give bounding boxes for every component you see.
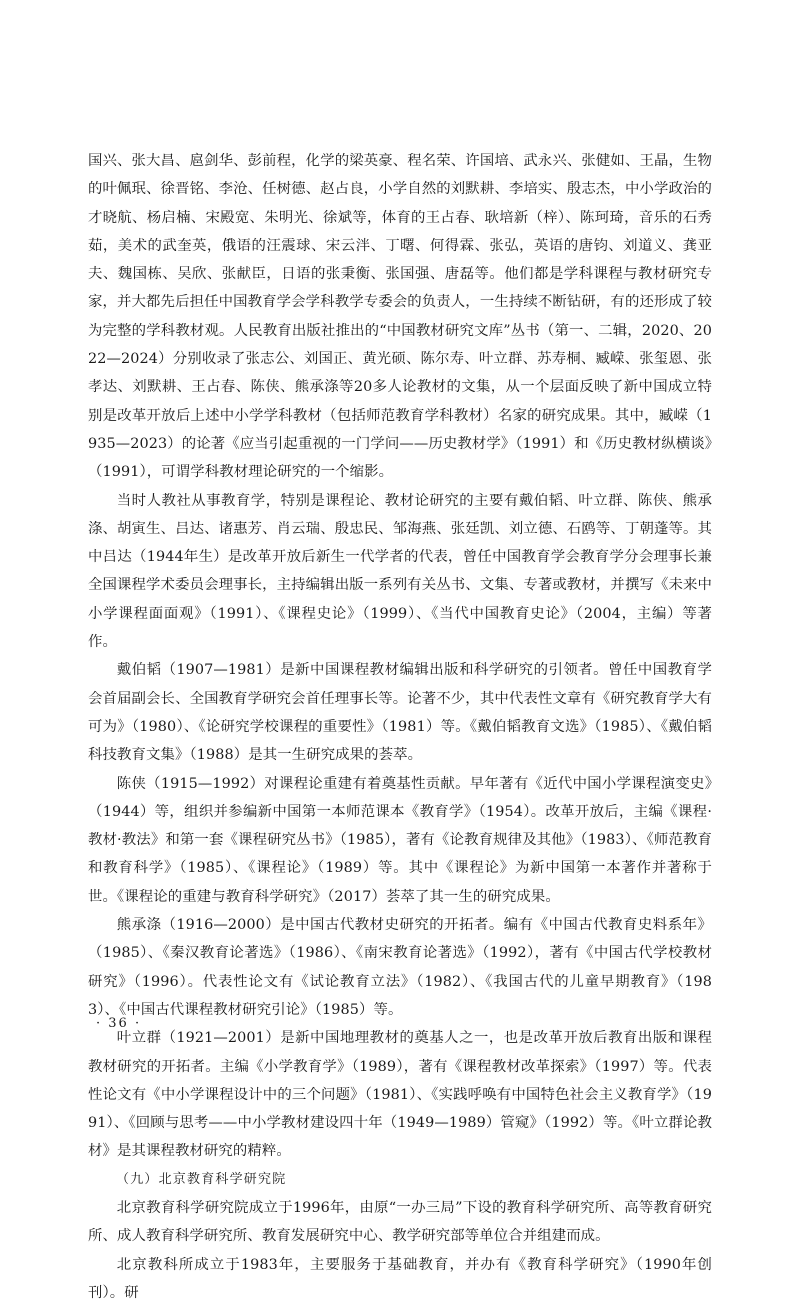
page-number: · 36 · (96, 1016, 142, 1031)
paragraph-6: 叶立群（1921—2001）是新中国地理教材的奠基人之一，也是改革开放后教育出版和课程教材研究的开拓者。主编《小学教育学》（1989），著有《课程教材改革探索》（1997）等。代表性论文有《中小学课程设计中的三个问题》（1981）、《实践呼唤有中国特色社会主义教育学》（1991）、《回顾与思考——中小学教材建设四十年（1949—1989）管窥》（1992）等。《叶立群论教材》是其课程教材研究的精粹。 (88, 1030, 712, 1160)
paragraph-1: 国兴、张大昌、扈剑华、彭前程，化学的梁英豪、程名荣、许国培、武永兴、张健如、王晶，生物的叶佩珉、徐晋铭、李沧、任树德、赵占良，小学自然的刘默耕、李培实、殷志杰，中小学政治的才晓航、杨启楠、宋殿宽、朱明光、徐斌等，体育的王占春、耿培新（梓）、陈珂琦，音乐的石秀茹，美术的武奎英，俄语的汪震球、宋云泮、丁曙、何得霖、张弘，英语的唐钧、刘道义、龚亚夫、魏国栋、吴欣、张献臣，日语的张秉衡、张国强、唐磊等。他们都是学科课程与教材研究专家，并大都先后担任中国教育学会学科教学专委会的负责人，一生持续不断钻研，有的还形成了较为完整的学科教材观。人民教育出版社推出的“中国教材研究文库”丛书（第一、二辑，2020、2022—2024）分别收录了张志公、刘国正、黄光硕、陈尔寿、叶立群、苏寿桐、臧嵘、张玺恩、张孝达、刘默耕、王占春、陈侠、熊承涤等20多人论教材的文集，从一个层面反映了新中国成立特别是改革开放后上述中小学学科教材（包括师范教育学科教材）名家的研究成果。其中，臧嵘（1935—2023）的论著《应当引起重视的一门学问——历史教材学》（1991）和《历史教材纵横谈》（1991），可谓学科教材理论研究的一个缩影。 (88, 153, 712, 481)
paragraph-3: 戴伯韬（1907—1981）是新中国课程教材编辑出版和科学研究的引领者。曾任中国教育学会首届副会长、全国教育学研究会首任理事长等。论著不少，其中代表性文章有《研究教育学大有可为》（1980）、《论研究学校课程的重要性》（1981）等。《戴伯韬教育文选》（1985）、《戴伯韬科技教育文集》（1988）是其一生研究成果的荟萃。 (88, 662, 712, 764)
paragraph-5: 熊承涤（1916—2000）是中国古代教材史研究的开拓者。编有《中国古代教育史料系年》（1985）、《秦汉教育论著选》（1986）、《南宋教育论著选》（1992），著有《中国古代学校教材研究》（1996）。代表性论文有《试论教育立法》（1982）、《我国古代的儿童早期教育》（1983）、《中国古代课程教材研究引论》（1985）等。 (88, 917, 712, 1018)
page-body (88, 147, 712, 1307)
paragraph-2: 当时人教社从事教育学，特别是课程论、教材论研究的主要有戴伯韬、叶立群、陈侠、熊承涤、胡寅生、吕达、诸惠芳、肖云瑞、殷忠民、邹海燕、张廷凯、刘立德、石鸥等、丁朝蓬等。其中吕达（1944年生）是改革开放后新生一代学者的代表，曾任中国教育学会教育学分会理事长兼全国课程学术委员会理事长，主持编辑出版一系列有关丛书、文集、专著或教材，并撰写《未来中小学课程面面观》（1991）、《课程史论》（1999）、《当代中国教育史论》（2004，主编）等著作。 (88, 492, 712, 651)
paragraph-4: 陈侠（1915—1992）对课程论重建有着奠基性贡献。早年著有《近代中国小学课程演变史》（1944）等，组织并参编新中国第一本师范课本《教育学》（1954）。改革开放后，主编《课程·教材·教法》和第一套《课程研究丛书》（1985），著有《论教育规律及其他》（1983）、《师范教育和教育科学》（1985）、《课程论》（1989）等。其中《课程论》为新中国第一本著作并著称于世。《课程论的重建与教育科学研究》（2017）荟萃了其一生的研究成果。 (88, 775, 712, 905)
paragraph-7: 北京教育科学研究院成立于1996年，由原“一办三局”下设的教育科学研究所、高等教育研究所、成人教育科学研究所、教育发展研究中心、教学研究部等单位合并组建而成。 (88, 1199, 712, 1245)
paragraph-8: 北京教科所成立于1983年，主要服务于基础教育，并办有《教育科学研究》（1990年创刊）。研 (88, 1256, 712, 1301)
section-heading: （九）北京教育科学研究院 (116, 1171, 287, 1187)
